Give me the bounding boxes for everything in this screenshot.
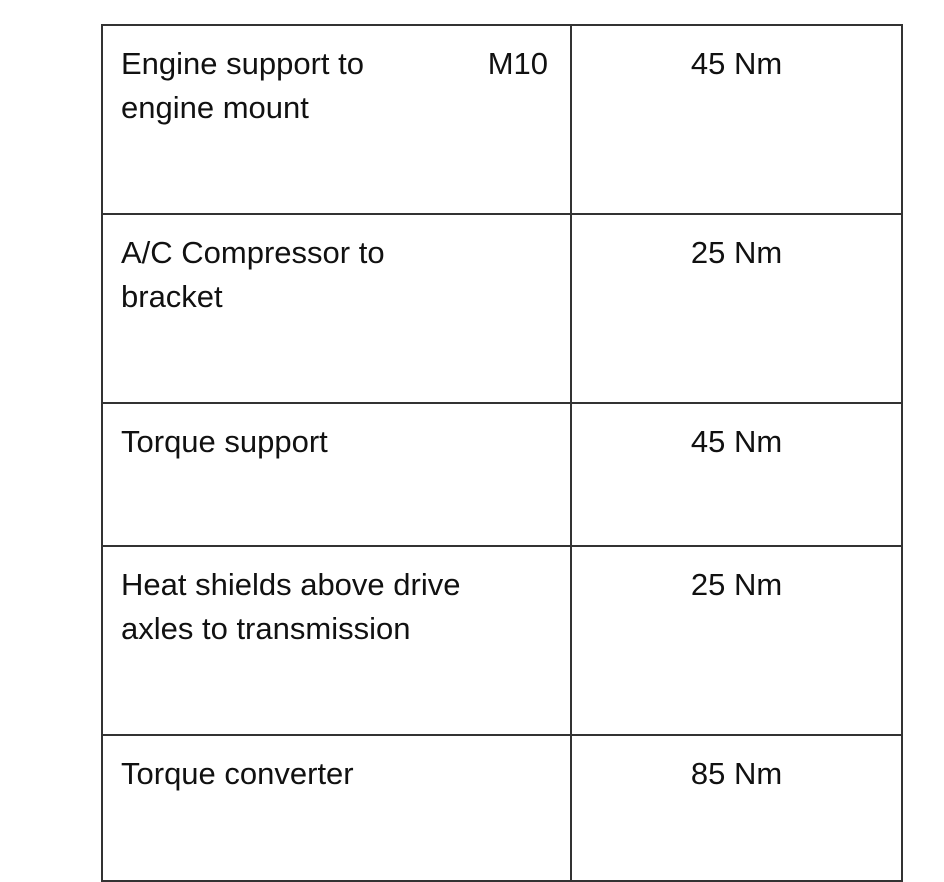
table-row: [102, 735, 902, 881]
torque-value-cell: [571, 25, 902, 214]
component-label: A/C Compressor to bracket: [121, 235, 385, 314]
component-label: Torque converter: [121, 756, 354, 791]
component-label: Engine support to engine mount: [121, 46, 365, 125]
torque-value-cell: [571, 403, 902, 546]
torque-value-cell: [571, 735, 902, 881]
component-label: Heat shields above drive axles to transmission: [121, 567, 461, 646]
torque-value: 45 Nm: [690, 46, 783, 81]
table-row: [102, 25, 902, 214]
component-label: Torque support: [121, 424, 328, 459]
torque-value: 45 Nm: [690, 424, 783, 459]
torque-value: 85 Nm: [690, 756, 783, 791]
torque-value: 25 Nm: [690, 235, 783, 270]
component-cell: [102, 403, 571, 546]
component-cell: [102, 546, 571, 735]
table-row: [102, 403, 902, 546]
torque-value: 25 Nm: [690, 567, 783, 602]
component-cell: [102, 25, 571, 214]
component-cell: [102, 735, 571, 881]
table-row: [102, 214, 902, 403]
table-row: [102, 546, 902, 735]
torque-spec-table: [101, 24, 903, 882]
torque-value-cell: [571, 546, 902, 735]
torque-value-cell: [571, 214, 902, 403]
bolt-size-label: M10: [487, 46, 548, 81]
component-cell: [102, 214, 571, 403]
